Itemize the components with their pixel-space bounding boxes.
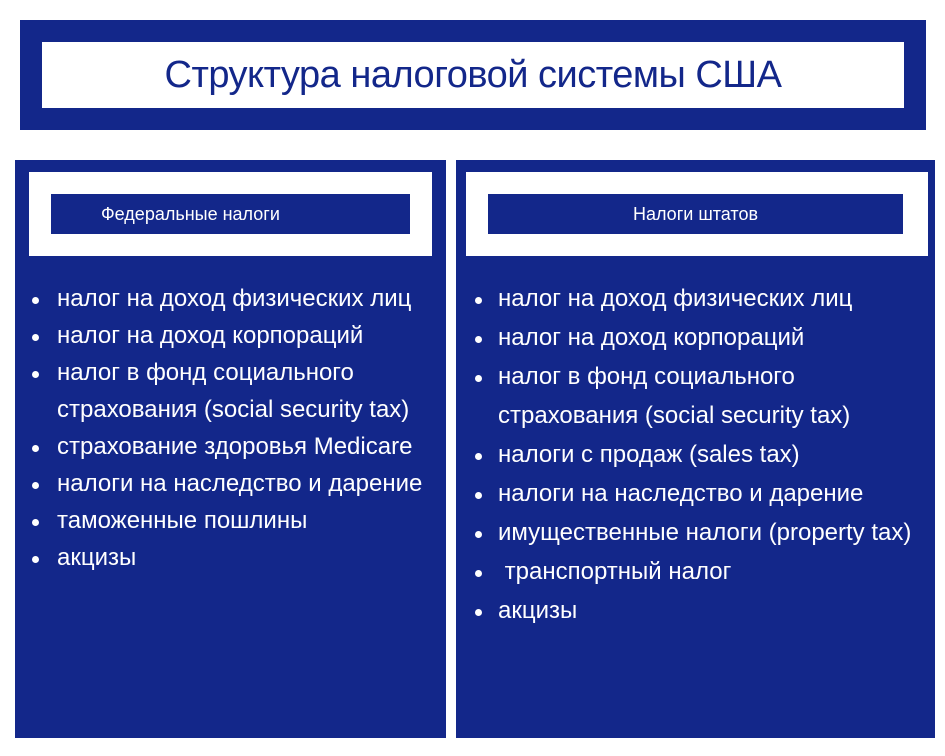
state-item-text: налоги на наследство и дарение <box>498 480 864 507</box>
list-item <box>15 502 435 539</box>
federal-item-text: налог в фонд социального страхования (social security tax) <box>57 359 410 423</box>
list-item <box>15 280 435 317</box>
title-frame <box>20 20 926 130</box>
list-item <box>15 317 435 354</box>
list-item <box>456 435 935 474</box>
federal-item-text: акцизы <box>57 544 137 571</box>
federal-item-text: налог на доход физических лиц <box>57 285 412 312</box>
state-item-text: транспортный налог <box>498 558 732 585</box>
list-item <box>456 552 935 591</box>
state-item-text: имущественные налоги (property tax) <box>498 519 912 546</box>
list-item <box>15 539 435 576</box>
state-item-text: налоги с продаж (sales tax) <box>498 441 800 468</box>
state-item-text: акцизы <box>498 597 578 624</box>
federal-item-text: страхование здоровья Medicare <box>57 433 413 460</box>
list-item <box>456 513 935 552</box>
list-item <box>15 465 435 502</box>
state-header-box <box>466 172 928 256</box>
federal-header-box <box>29 172 432 256</box>
state-item-text: налог на доход физических лиц <box>498 285 853 312</box>
list-item <box>456 591 935 630</box>
list-item <box>15 354 435 428</box>
federal-header: Федеральные налоги <box>51 194 410 234</box>
federal-item-text: таможенные пошлины <box>57 507 308 534</box>
state-taxes-panel <box>456 160 935 738</box>
list-item <box>15 428 435 465</box>
list-item <box>456 279 935 318</box>
federal-item-text: налоги на наследство и дарение <box>57 470 423 497</box>
title-box <box>42 42 904 108</box>
federal-tax-list <box>15 280 435 576</box>
list-item <box>456 357 935 435</box>
state-item-text: налог в фонд социального страхования (social security tax) <box>498 363 851 429</box>
federal-item-text: налог на доход корпораций <box>57 322 364 349</box>
federal-taxes-panel <box>15 160 446 738</box>
state-item-text: налог на доход корпораций <box>498 324 805 351</box>
list-item <box>456 318 935 357</box>
diagram-title: Структура налоговой системы США <box>164 53 782 96</box>
state-tax-list <box>456 279 935 630</box>
list-item <box>456 474 935 513</box>
state-header: Налоги штатов <box>488 194 903 234</box>
